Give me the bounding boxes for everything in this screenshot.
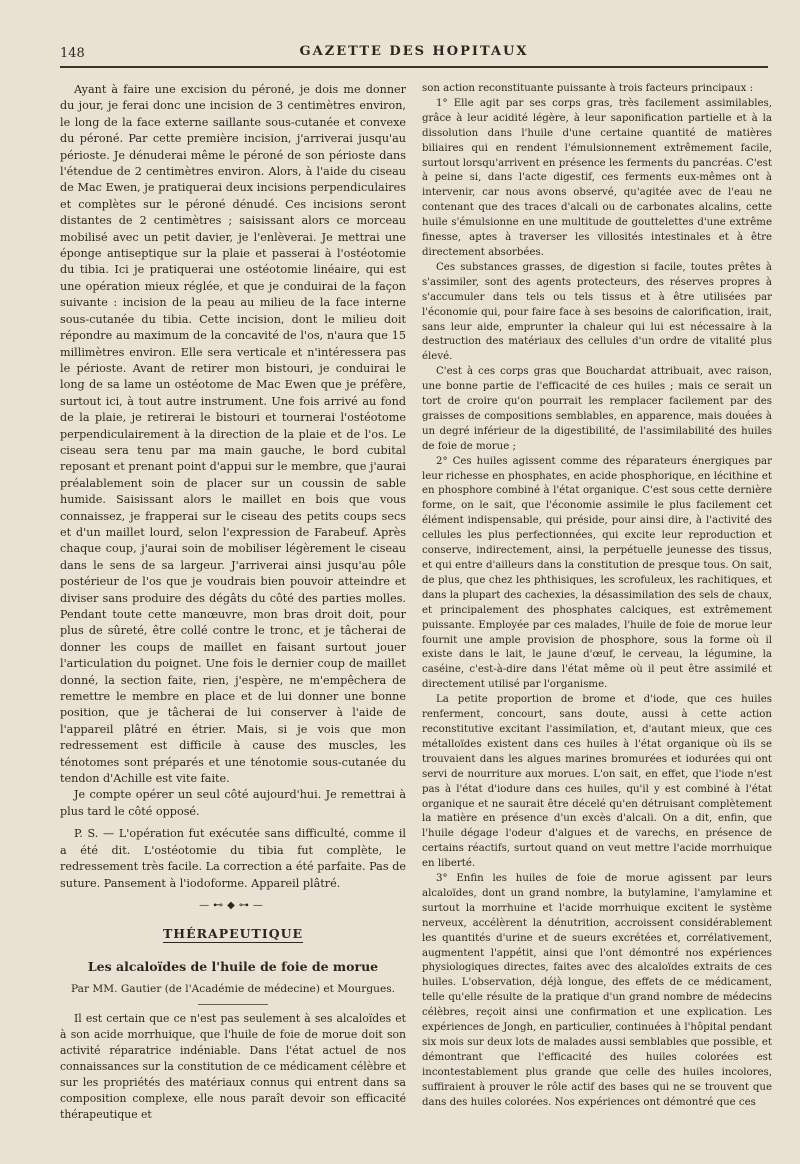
postscript-paragraph: P. S. — L'opération fut exécutée sans difficulté, comme il a été dit. L'ostéotomie du tibia fut complète, le redressement très facile. La correction a été parfaite. Pas de suture. Pansement à l'iodoforme. Appareil plâtré. (60, 827, 406, 890)
paragraph: C'est à ces corps gras que Bouchardat attribuait, avec raison, une bonne partie de l'efficacité de ces huiles ; mais ce serait un tort de croire qu'on pourrait les remplacer facilement par des graisses de compositions semblables, en apparence, mais douées à un degré inférieur de la digestibilité, de l'assimilabilité des huiles de foie de morue ; (422, 366, 772, 452)
paragraph: son action reconstituante puissante à trois facteurs principaux : (422, 83, 753, 94)
paragraph: Ces substances grasses, de digestion si facile, toutes prêtes à s'assimiler, sont des agents protecteurs, des réserves propres à s'accumuler dans tels ou tels tissus et à être utilisées par l'économie qui, pour faire face à ses besoins de calorification, irait, sans leur aide, emprunter la chaleur qui lui est nécessaire à la destruction des matériaux des cellules d'un ordre de vitalité plus élevé. (422, 261, 772, 363)
running-title: GAZETTE DES HOPITAUX (299, 44, 529, 59)
article-title: Les alcaloïdes de l'huile de foie de morue (87, 958, 379, 974)
page-header (60, 44, 768, 68)
paragraph: 3° Enfin les huiles de foie de morue agissent par leurs alcaloïdes, dont un grand nombre, la butylamine, l'amylamine et surtout la morrhuine et l'acide morrhuique excitent le système nerveux, accélèrent la dénutrition, accroissent considérablement les quantités d'urine et de sueurs excrétées et, corrélativement, augmentent l'appétit, ainsi que l'ont démontré nos expériences physiologiques directes, faites avec des alcaloïdes extraits de ces huiles. L'observation, déjà longue, des effets de ce médicament, telle qu'elle résulte de la pratique d'un grand nombre de médecins célèbres, reçoit ainsi une confirmation et une explication. Les expériences de Jongh, en particulier, continuées à l'hôpital pendant six mois sur deux lots de malades aussi semblables que possible, et démontrant que l'efficacité des huiles colorées est incontestablement plus grande que celle des huiles incolores, suffiraient à prouver le rôle actif des bases qui ne se trouvent que dans des huiles colorées. Nos expériences ont démontré que ces (422, 873, 772, 1108)
right-column (422, 82, 772, 1111)
paragraph: Ayant à faire une excision du péroné, je dois me donner du jour, je ferai donc une incision de 3 centimètres environ, le long de la face externe saillante sous-cutanée et convexe du péroné. Par cette première incision, j'arriverai jusqu'au périoste. Je dénuderai même le péroné de son périoste dans l'étendue de 2 centimètres environ. Alors, à l'aide du ciseau de Mac Ewen, je pratiquerai deux incisions perpendiculaires et complètes sur le péroné dénudé. Ces incisions seront distantes de 2 centimètres ; saisissant alors ce morceau mobilisé avec un petit davier, je l'enlèverai. Je mettrai une éponge antiseptique sur la plaie et passerai à l'ostéotomie du tibia. Ici je pratiquerai une ostéotomie linéaire, qui est une opération mieux réglée, et que je conduirai de la façon suivante : incision de la peau au milieu de la face interne sous-cutanée du tibia. Cette incision, dont le milieu doit répondre au maximum de la concavité de l'os, n'aura que 15 millimètres environ. Elle sera verticale et n'intéressera pas le périoste. Avant de retirer mon bistouri, je conduirai le long de sa lame un ostéotome de Mac Ewen que je préfère, surtout ici, à tout autre instrument. Une fois arrivé au fond de la plaie, je retirerai le bistouri et tournerai l'ostéotome perpendiculairement à la direction de la plaie et de l'os. Le ciseau sera tenu par ma main gauche, le bord cubital reposant et prenant point d'appui sur le membre, que j'aurai préalablement soin de placer sur un coussin de sable humide. Saisissant alors le maillet en bois que vous connaissez, je frapperai sur le ciseau des petits coups secs et d'un maillet lourd, selon l'expression de Farabeuf. Après chaque coup, j'aurai soin de mobiliser légèrement le ciseau dans le sens de sa largeur. J'arriverai ainsi jusqu'au pôle postérieur de l'os que je voudrais bien pouvoir atteindre et diviser sans produire des dégâts du côté des parties molles. Pendant toute cette manœuvre, mon bras droit doit, pour plus de sûreté, être collé contre le tronc, et je tâcherai de donner les coups de maillet en faisant surtout jouer l'articulation du poignet. Une fois le dernier coup de maillet donné, la section faite, rien, j'espère, ne m'empêchera de remettre le membre en place et de lui donner une bonne position, que je tâcherai de lui conserver à l'aide de l'appareil plâtré en étrier. Mais, si je vois que mon redressement est difficile à cause des muscles, les ténotomes sont préparés et une ténotomie sous-cutanée du tendon d'Achille est vite faite. (60, 83, 406, 786)
page-number: 148 (60, 46, 85, 61)
section-title-text: THÉRAPEUTIQUE (162, 926, 304, 942)
paragraph: La petite proportion de brome et d'iode, que ces huiles renferment, concourt, sans doute, aussi à cette action reconstitutive excitant l'assimilation, et, d'autant mieux, que ces métalloïdes existent dans ces huiles à l'état organique où ils se trouvaient dans les algues marines bromurées et iodurées qui ont servi de nourriture aux morues. L'on sait, en effet, que l'iode n'est pas à l'état d'iodure dans ces huiles, qu'il y est combiné à l'état organique et ne saurait être décelé qu'en détruisant complètement la matière en présence d'un excès d'alcali. On a dit, enfin, que l'huile dégage l'odeur d'algues et de varechs, en présence de certains réactifs, surtout quand on veut mettre l'acide morrhuique en liberté. (422, 694, 772, 870)
left-column (60, 82, 406, 1123)
article-authors: Par MM. Gautier (de l'Académie de médecine) et Mourgues. (70, 983, 396, 996)
paragraph: 2° Ces huiles agissent comme des réparateurs énergiques par leur richesse en phosphates, en acide phosphorique, en lécithine et en phosphore combiné à l'état organique. C'est sous cette dernière forme, on le sait, que l'économie assimile le plus facilement cet élément indispensable, qui préside, pour ainsi dire, à l'activité des cellules les plus perfectionnées, qui excite leur reproduction et conserve, indirectement, ainsi, la perpétuelle jeunesse des tissus, et qui entre d'ailleurs dans la constitution de presque tous. On sait, de plus, que chez les phthisiques, les scrofuleux, les rachitiques, et dans la plupart des cachexies, la désassimilation des sels de chaux, et principalement des phosphates calciques, est extrêmement puissante. Employée par ces malades, l'huile de foie de morue leur fournit une ample provision de phosphore, sous la forme où il existe dans le lait, le jaune d'œuf, le cerveau, la légumine, la caséine, c'est-à-dire dans l'état même où il peut être assimilé et directement utilisé par l'organisme. (422, 455, 772, 691)
paragraph: 1° Elle agit par ses corps gras, très facilement assimilables, grâce à leur acidité légère, à leur saponification partielle et à la dissolution dans l'huile d'une certaine quantité de matières biliaires qui en rendent l'émulsionnement extrêmement facile, surtout lorsqu'arrivent en présence les ferments du pancréas. C'est à peine si, dans l'acte digestif, ces ferments eux-mêmes ont à intervenir, car nous avons observé, qu'agitée avec de l'eau ne contenant que des traces d'alcali ou de carbonates alcalins, cette huile s'émulsionne en une multitude de gouttelettes d'une extrême finesse, aptes à traverser les villosités intestinales et à être directement absorbées. (422, 97, 772, 258)
paragraph: Il est certain que ce n'est pas seulement à ses alcaloïdes et à son acide morrhuique, que l'huile de foie de morue doit son activité réparatrice indéniable. Dans l'état actuel de nos connaissances sur la constitution de ce médicament célèbre et sur les propriétés des matériaux connus qui entrent dans sa composition complexe, elle nous paraît devoir son efficacité thérapeutique et (60, 1011, 406, 1121)
paragraph: Je compte opérer un seul côté aujourd'hui. Je remettrai à plus tard le côté opposé. (60, 788, 406, 818)
title-rule (198, 1004, 268, 1005)
separator-ornament: —⊷◆⊶— (199, 899, 267, 911)
section-title (60, 926, 406, 942)
